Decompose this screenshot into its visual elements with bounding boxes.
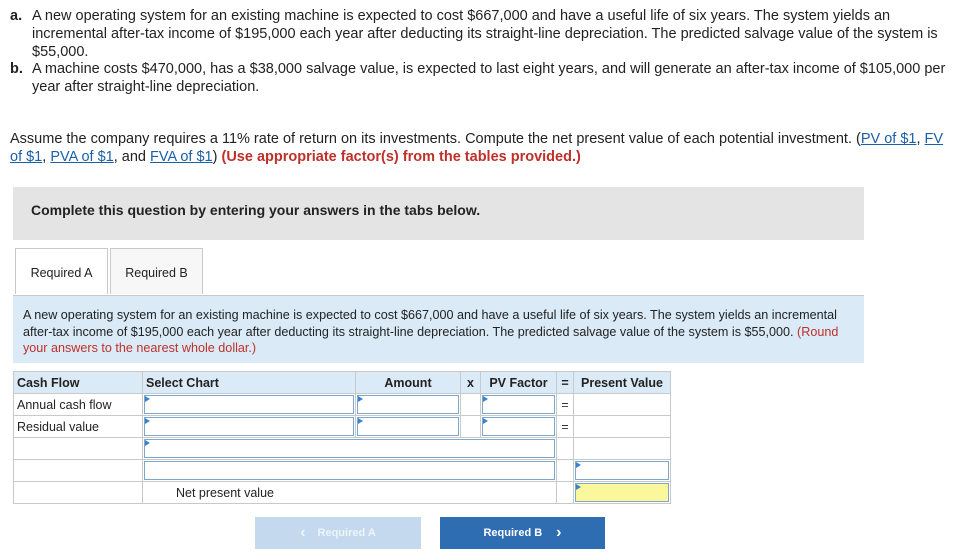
tab-label: Required B bbox=[125, 266, 188, 280]
dropdown-marker-icon bbox=[145, 418, 150, 424]
question-b-label: b. bbox=[10, 61, 23, 77]
dropdown-marker-icon bbox=[483, 418, 488, 424]
row-label-annual-cash-flow: Annual cash flow bbox=[14, 394, 143, 416]
dropdown-marker-icon bbox=[358, 418, 363, 424]
dropdown-marker-icon bbox=[483, 396, 488, 402]
tab-required-b[interactable] bbox=[110, 248, 203, 294]
table-row bbox=[14, 394, 671, 416]
tab-label: Required A bbox=[30, 266, 93, 280]
link-fv-of-1[interactable]: FV of $1 bbox=[10, 131, 944, 165]
select-chart-dropdown[interactable] bbox=[144, 417, 354, 436]
npv-input[interactable] bbox=[575, 483, 669, 502]
instruction-text: (Use appropriate factor(s) from the tables provided.) bbox=[221, 149, 581, 165]
npv-label: Net present value bbox=[143, 482, 557, 504]
instructions-banner bbox=[13, 187, 864, 240]
dropdown-marker-icon bbox=[358, 396, 363, 402]
chevron-right-icon: › bbox=[556, 524, 562, 541]
select-chart-dropdown[interactable] bbox=[144, 395, 354, 414]
question-a-label: a. bbox=[10, 8, 23, 24]
question-b-text: A machine costs $470,000, has a $38,000 salvage value, is expected to last eight years, and will generate an after-tax income of $105,000 per year after straight-line depreciation. bbox=[32, 61, 946, 95]
amount-input[interactable] bbox=[357, 417, 459, 436]
question-b bbox=[10, 60, 946, 95]
chevron-left-icon: ‹ bbox=[300, 524, 306, 541]
header-multiply: x bbox=[461, 372, 481, 394]
table-row bbox=[14, 460, 671, 482]
table-row bbox=[14, 416, 671, 438]
header-pv-factor: PV Factor bbox=[481, 372, 557, 394]
present-value-cell bbox=[574, 394, 671, 416]
table-header-row bbox=[14, 372, 671, 394]
link-pva-of-1[interactable]: PVA of $1 bbox=[50, 149, 114, 165]
present-value-cell bbox=[574, 416, 671, 438]
row-label-residual-value: Residual value bbox=[14, 416, 143, 438]
npv-table bbox=[13, 371, 671, 504]
dropdown-marker-icon bbox=[576, 484, 581, 490]
header-cash-flow: Cash Flow bbox=[14, 372, 143, 394]
dropdown-marker-icon bbox=[576, 462, 581, 468]
dropdown-marker-icon bbox=[145, 440, 150, 446]
header-equals: = bbox=[557, 372, 574, 394]
header-present-value: Present Value bbox=[574, 372, 671, 394]
header-select-chart: Select Chart bbox=[143, 372, 356, 394]
question-a-text: A new operating system for an existing machine is expected to cost $667,000 and have a useful life of six years. The system yields an incremental after-tax income of $195,000 each year after deducting its straight-line depreciation. The predicted salvage value of the system is $55,000. bbox=[32, 8, 938, 60]
link-pv-of-1[interactable]: PV of $1 bbox=[860, 131, 917, 147]
amount-input[interactable] bbox=[357, 395, 459, 414]
link-fva-of-1[interactable]: FVA of $1 bbox=[150, 149, 213, 165]
header-amount: Amount bbox=[356, 372, 461, 394]
banner-text: Complete this question by entering your answers in the tabs below. bbox=[31, 202, 481, 218]
rounding-hint: (Round your answers to the nearest whole dollar.) bbox=[23, 324, 839, 355]
equals-sign: = bbox=[557, 416, 574, 438]
pv-factor-input[interactable] bbox=[482, 395, 555, 414]
table-row bbox=[14, 438, 671, 460]
next-button-label: Required B bbox=[483, 527, 543, 539]
table-row-npv bbox=[14, 482, 671, 504]
equals-sign: = bbox=[557, 394, 574, 416]
tab-description bbox=[13, 296, 864, 363]
assumption-text: Assume the company requires a 11% rate of return on its investments. Compute the net present value of each potential investment. (PV of $1, FV of $1, PVA of $1, and FVA of $1) (Use appropriate factor(s) from the tables provided.) bbox=[10, 131, 944, 165]
present-value-input[interactable] bbox=[575, 461, 669, 480]
question-a bbox=[10, 7, 938, 60]
description-text: A new operating system for an existing machine is expected to cost $667,000 and have a useful life of six years. The system yields an incremental after-tax income of $195,000 each year after deducting its straight-line depreciation. The predicted salvage value of the system is $55,000. bbox=[23, 308, 837, 339]
extra-row-input[interactable] bbox=[144, 439, 555, 458]
prev-required-a-button[interactable] bbox=[255, 517, 421, 549]
next-required-b-button[interactable] bbox=[440, 517, 605, 549]
dropdown-marker-icon bbox=[145, 396, 150, 402]
extra-row-input[interactable] bbox=[144, 461, 555, 480]
tab-required-a[interactable] bbox=[15, 248, 108, 294]
pv-factor-input[interactable] bbox=[482, 417, 555, 436]
prev-button-label: Required A bbox=[317, 527, 376, 539]
